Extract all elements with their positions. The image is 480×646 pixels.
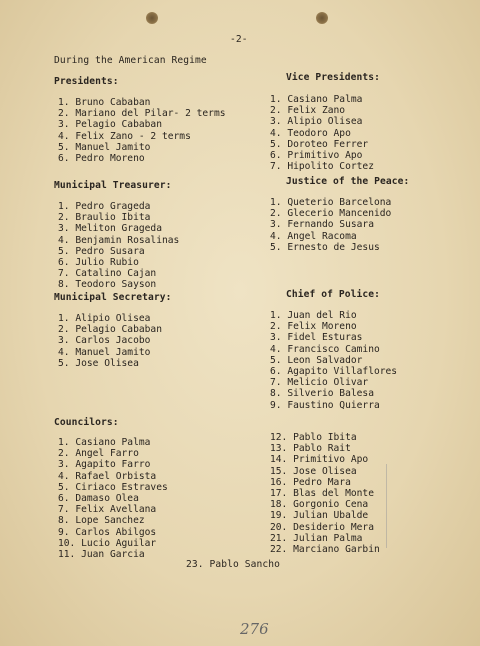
vice-presidents-list	[270, 94, 374, 172]
list-item: 11. Juan Garcia	[58, 549, 145, 561]
list-item: 14. Primitivo Apo	[270, 454, 369, 466]
list-item: 6. Primitivo Apo	[270, 150, 363, 162]
list-item: 7. Hipolito Cortez	[270, 161, 374, 173]
list-item: 4. Francisco Camino	[270, 343, 380, 355]
list-item: 1. Bruno Cababan	[58, 97, 151, 108]
list-item: 2. Felix Zano	[270, 105, 346, 117]
list-item: 4. Manuel Jamito	[58, 346, 151, 358]
list-item: 20. Desiderio Mera	[270, 521, 374, 533]
list-item: 15. Jose Olisea	[270, 465, 357, 477]
list-item: 1. Queterio Barcelona	[270, 197, 392, 208]
list-item: 5. Pedro Susara	[58, 245, 145, 257]
list-item: 1. Juan del Rio	[270, 310, 357, 321]
police-chiefs-list	[270, 310, 397, 411]
list-item: 8. Teodoro Sayson	[58, 279, 157, 291]
list-item: 19. Julian Ubalde	[270, 510, 369, 522]
list-item: 8. Lope Sanchez	[58, 515, 145, 527]
punch-hole-left	[146, 12, 158, 24]
list-item: 2. Angel Farro	[58, 448, 139, 460]
councilor-last: 23. Pablo Sancho	[186, 559, 281, 570]
list-item: 3. Alipio Olisea	[270, 116, 363, 128]
presidents-list	[58, 97, 226, 164]
list-item: 5. Doroteo Ferrer	[270, 138, 369, 150]
list-item: 12. Pablo Ibita	[270, 432, 357, 443]
list-item: 6. Agapito Villaflores	[270, 366, 398, 378]
list-item: 2. Glecerio Mancenido	[270, 208, 392, 220]
list-item: 9. Carlos Abilgos	[58, 526, 157, 538]
vice-presidents-title: Vice Presidents:	[286, 72, 381, 83]
list-item: 1. Casiano Palma	[58, 437, 151, 448]
treasurers-title: Municipal Treasurer:	[54, 180, 172, 191]
list-item: 4. Angel Racoma	[270, 230, 357, 242]
list-item: 18. Gorgonio Cena	[270, 499, 369, 511]
list-item: 5. Ernesto de Jesus	[270, 241, 380, 253]
councilors-right-list	[270, 432, 380, 555]
list-item: 6. Pedro Moreno	[58, 153, 145, 165]
list-item: 4. Benjamin Rosalinas	[58, 234, 180, 246]
list-item: 4. Felix Zano - 2 terms	[58, 130, 191, 142]
list-item: 16. Pedro Mara	[270, 476, 351, 488]
list-item: 1. Casiano Palma	[270, 94, 363, 105]
list-item: 1. Pedro Grageda	[58, 201, 151, 212]
list-item: 3. Fidel Esturas	[270, 332, 363, 344]
list-item: 3. Fernando Susara	[270, 219, 374, 231]
councilors-title: Councilors:	[54, 417, 119, 428]
list-item: 4. Rafael Orbista	[58, 470, 157, 482]
list-item: 1. Alipio Olisea	[58, 313, 151, 324]
treasurers-list	[58, 201, 179, 291]
list-item: 22. Marciano Garbin	[270, 544, 380, 556]
list-item: 17. Blas del Monte	[270, 488, 374, 500]
justices-list	[270, 197, 391, 253]
list-item: 2. Felix Moreno	[270, 321, 357, 333]
list-item: 2. Mariano del Pilar- 2 terms	[58, 108, 226, 120]
list-item: 4. Teodoro Apo	[270, 127, 351, 139]
councilors-left-list	[58, 437, 168, 560]
list-item: 5. Jose Olisea	[58, 357, 139, 369]
secretaries-title: Municipal Secretary:	[54, 292, 172, 303]
list-item: 3. Meliton Grageda	[58, 223, 162, 235]
list-item: 3. Carlos Jacobo	[58, 335, 151, 347]
list-item: 7. Melicio Olivar	[270, 377, 369, 389]
handwritten-page-number: 276	[240, 620, 269, 638]
list-item: 7. Catalino Cajan	[58, 268, 157, 280]
list-item: 10. Lucio Aguilar	[58, 537, 157, 549]
list-item: 3. Agapito Farro	[58, 459, 151, 471]
list-item: 8. Silverio Balesa	[270, 388, 374, 400]
list-item: 13. Pablo Rait	[270, 443, 351, 455]
list-item: 7. Felix Avellana	[58, 504, 157, 516]
list-item: 9. Faustino Quierra	[270, 399, 380, 411]
list-item: 5. Manuel Jamito	[58, 141, 151, 153]
punch-hole-right	[316, 12, 328, 24]
secretaries-list	[58, 313, 162, 369]
margin-rule	[386, 464, 387, 548]
justices-title: Justice of the Peace:	[286, 176, 410, 187]
list-item: 6. Damaso Olea	[58, 493, 139, 505]
list-item: 2. Pelagio Cababan	[58, 324, 162, 336]
list-item: 5. Ciriaco Estraves	[58, 481, 168, 493]
list-item: 6. Julio Rubio	[58, 257, 139, 269]
page-number: -2-	[230, 34, 248, 45]
list-item: 2. Braulio Ibita	[58, 212, 151, 224]
list-item: 21. Julian Palma	[270, 532, 363, 544]
police-chiefs-title: Chief of Police:	[286, 289, 381, 300]
list-item: 3. Pelagio Cababan	[58, 119, 162, 131]
presidents-title: Presidents:	[54, 76, 119, 87]
regime-heading: During the American Regime	[54, 55, 207, 66]
list-item: 5. Leon Salvador	[270, 354, 363, 366]
